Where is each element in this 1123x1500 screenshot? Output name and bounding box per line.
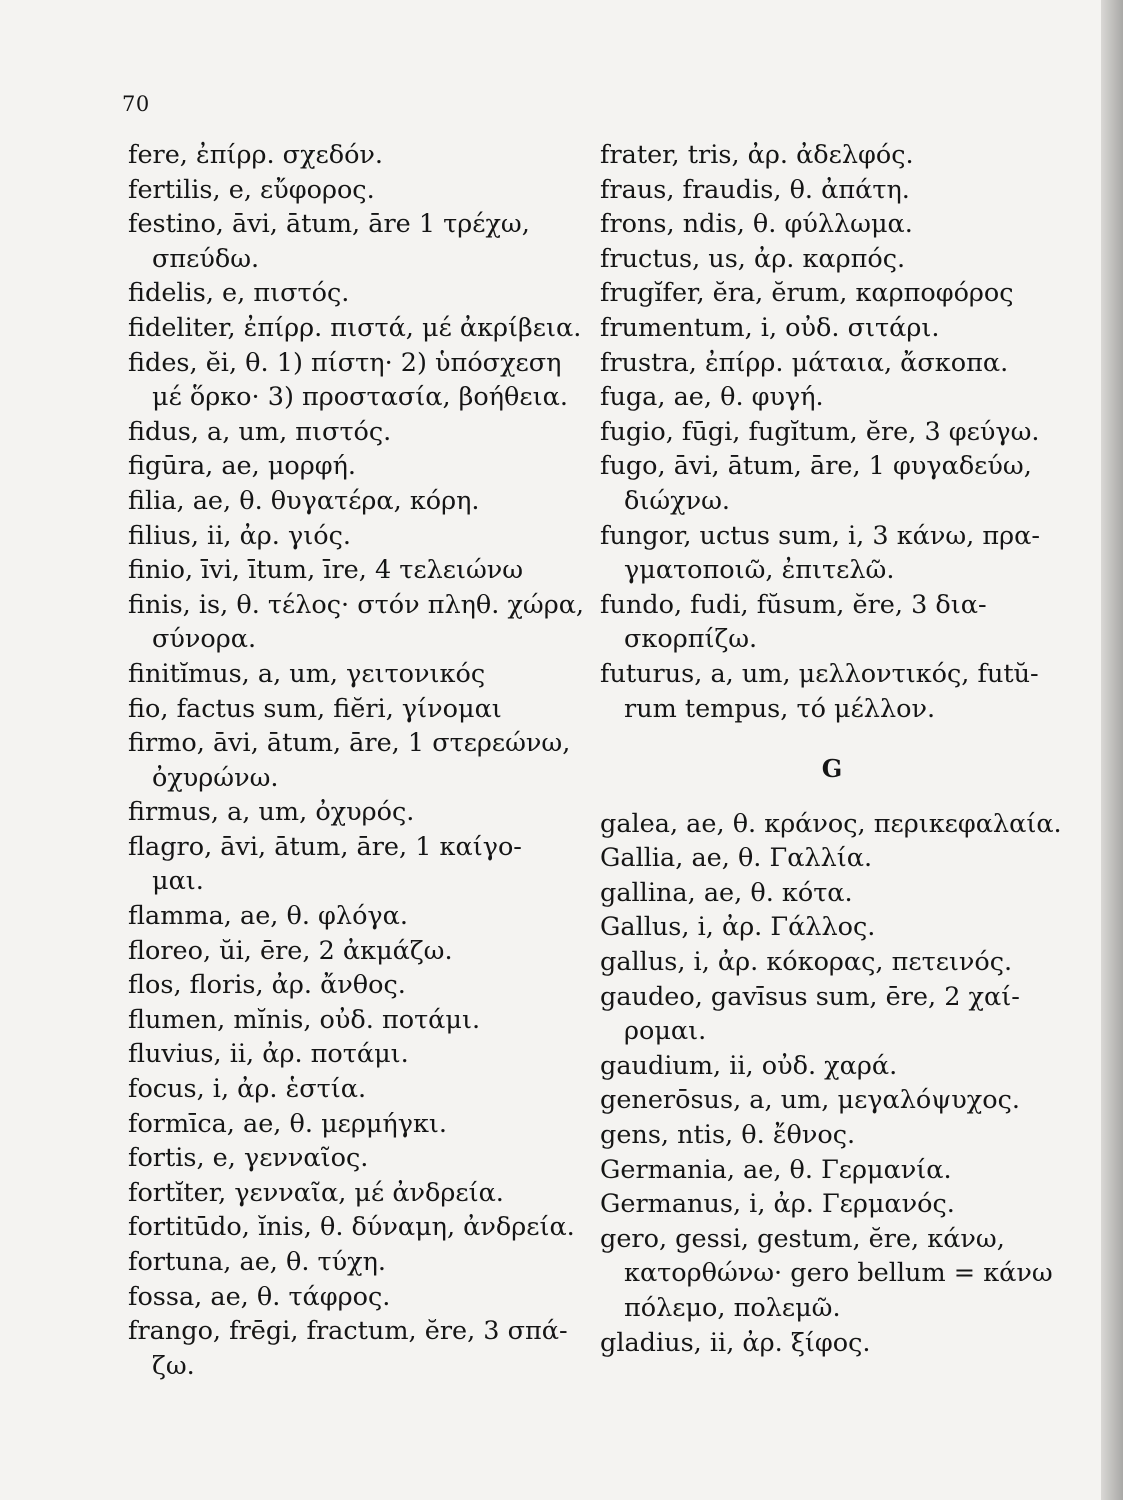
dictionary-entry-line: gallina, ae, θ. κότα. <box>600 877 853 908</box>
f-entries <box>600 138 1100 726</box>
dictionary-entry-line: fuga, ae, θ. φυγή. <box>600 382 824 413</box>
dictionary-entry-line: frango, frēgi, fractum, ĕre, 3 σπά- <box>128 1316 568 1347</box>
dictionary-entry-line: fluvius, ii, ἀρ. ποτάμι. <box>128 1039 409 1070</box>
dictionary-entry-line: futurus, a, um, μελλοντικός, futŭ- <box>600 658 1039 689</box>
dictionary-entry-line: fortuna, ae, θ. τύχη. <box>128 1247 387 1277</box>
entry-continuation-line: κατορθώνω· gero bellum = κάνω <box>624 1258 1053 1289</box>
right-column <box>600 138 1100 1360</box>
dictionary-entry-line: fidelis, e, πιστός. <box>128 278 350 309</box>
entry-continuation-line: ρομαι. <box>624 1016 707 1047</box>
dictionary-entry-line: finio, īvi, ītum, īre, 4 τελειώνω <box>128 555 524 586</box>
entry-continuation-line: μαι. <box>152 866 204 897</box>
dictionary-entry-line: Germanus, i, ἀρ. Γερμανός. <box>600 1189 955 1220</box>
dictionary-entry-line: fidus, a, um, πιστός. <box>128 416 392 447</box>
dictionary-entry-line: fertilis, e, εὔφορος. <box>128 174 375 205</box>
entry-continuation-line: μέ ὅρκο· 3) προστασία, βοήθεια. <box>152 382 568 413</box>
dictionary-entry-line: focus, i, ἀρ. ἑστία. <box>128 1074 367 1105</box>
dictionary-entry-line: finitĭmus, a, um, γειτονικός <box>128 658 486 689</box>
dictionary-entry-line: Germania, ae, θ. Γερμανία. <box>600 1154 952 1185</box>
entry-continuation-line: σύνορα. <box>152 624 257 655</box>
dictionary-entry-line: filia, ae, θ. θυγατέρα, κόρη. <box>128 485 480 516</box>
dictionary-entry-line: fio, factus sum, fiĕri, γίνομαι <box>128 693 502 724</box>
entry-continuation-line: σκορπίζω. <box>624 624 758 655</box>
entry-continuation-line: πόλεμο, πολεμῶ. <box>624 1293 841 1323</box>
dictionary-entry-line: gens, ntis, θ. ἔθνος. <box>600 1120 856 1151</box>
entry-continuation-line: διώχνω. <box>624 485 730 516</box>
dictionary-entry-line: gero, gessi, gestum, ĕre, κάνω, <box>600 1223 1005 1254</box>
g-entries <box>600 807 1100 1361</box>
dictionary-entry-line: fugo, āvi, ātum, āre, 1 φυγαδεύω, <box>600 451 1032 482</box>
dictionary-entry-line: fraus, fraudis, θ. ἀπάτη. <box>600 174 910 205</box>
dictionary-entry-line: generōsus, a, um, μεγαλόψυχος. <box>600 1085 1020 1116</box>
page-edge-shadow <box>1101 0 1123 1500</box>
dictionary-entry-line: finis, is, θ. τέλος· στόν πληθ. χώρα, <box>128 589 585 620</box>
dictionary-entry-line: formīca, ae, θ. μερμήγκι. <box>128 1108 447 1139</box>
section-letter-heading: G <box>821 754 843 784</box>
entry-continuation-line: γματοποιῶ, ἐπιτελῶ. <box>624 555 895 586</box>
dictionary-entry-line: filius, ii, ἀρ. γιός. <box>128 520 351 551</box>
dictionary-entry-line: fundo, fudi, fŭsum, ĕre, 3 δια- <box>600 589 987 620</box>
entry-continuation-line: rum tempus, τό μέλλον. <box>624 693 936 724</box>
dictionary-entry-line: fossa, ae, θ. τάφρος. <box>128 1281 391 1312</box>
dictionary-entry-line: frustra, ἐπίρρ. μάταια, ἄσκοπα. <box>600 347 1009 378</box>
dictionary-entry-line: fortitūdo, ĭnis, θ. δύναμη, ἀνδρεία. <box>128 1212 575 1243</box>
dictionary-entry-line: flagro, āvi, ātum, āre, 1 καίγο- <box>128 831 522 862</box>
dictionary-entry-line: fructus, us, ἀρ. καρπός. <box>600 243 906 274</box>
dictionary-entry-line: Gallia, ae, θ. Γαλλία. <box>600 843 873 874</box>
dictionary-entry-line: fugio, fūgi, fugĭtum, ĕre, 3 φεύγω. <box>600 416 1040 447</box>
dictionary-entry-line: firmus, a, um, ὀχυρός. <box>128 797 415 828</box>
dictionary-entry-line: frons, ndis, θ. φύλλωμα. <box>600 209 913 240</box>
dictionary-entry-line: flumen, mĭnis, οὐδ. ποτάμι. <box>128 1004 481 1035</box>
dictionary-entry-line: galea, ae, θ. κράνος, περικεφαλαία. <box>600 808 1062 839</box>
dictionary-entry-line: frumentum, i, οὐδ. σιτάρι. <box>600 312 940 343</box>
dictionary-entry-line: firmo, āvi, ātum, āre, 1 στερεώνω, <box>128 728 571 759</box>
dictionary-entry-line: fortis, e, γενναῖος. <box>128 1143 369 1174</box>
dictionary-entry-line: fideliter, ἐπίρρ. πιστά, μέ ἀκρίβεια. <box>128 312 582 343</box>
dictionary-entry-line: floreo, ŭi, ēre, 2 ἀκμάζω. <box>128 935 453 966</box>
dictionary-entry-line: figūra, ae, μορφή. <box>128 451 357 482</box>
dictionary-entry-line: flos, floris, ἀρ. ἄνθος. <box>128 970 406 1001</box>
dictionary-entry-line: festino, āvi, ātum, āre 1 τρέχω, <box>128 209 530 240</box>
dictionary-entry-line: fungor, uctus sum, i, 3 κάνω, πρα- <box>600 520 1040 551</box>
dictionary-entry-line: gaudium, ii, οὐδ. χαρά. <box>600 1050 898 1081</box>
dictionary-entry-line: gaudeo, gavīsus sum, ēre, 2 χαί- <box>600 981 1020 1012</box>
dictionary-entry-line: frugĭfer, ĕra, ĕrum, καρποφόρος <box>600 278 1014 309</box>
dictionary-entry-line: fere, ἐπίρρ. σχεδόν. <box>128 140 384 170</box>
left-column <box>128 138 613 1383</box>
dictionary-entry-line: frater, tris, ἀρ. ἀδελφός. <box>600 140 914 170</box>
entry-continuation-line: ζω. <box>152 1350 195 1381</box>
dictionary-entry-line: gallus, i, ἀρ. κόκορας, πετεινός. <box>600 947 1013 978</box>
dictionary-entry-line: fortĭter, γενναῖα, μέ ἀνδρεία. <box>128 1177 504 1208</box>
dictionary-entry-line: flamma, ae, θ. φλόγα. <box>128 901 408 932</box>
page-number: 70 <box>122 92 150 116</box>
entry-continuation-line: ὀχυρώνω. <box>152 762 279 793</box>
dictionary-entry-line: gladius, ii, ἀρ. ξίφος. <box>600 1327 871 1358</box>
entry-continuation-line: σπεύδω. <box>152 243 260 274</box>
dictionary-entry-line: fides, ĕi, θ. 1) πίστη· 2) ὑπόσχεση <box>128 347 562 378</box>
dictionary-entry-line: Gallus, i, ἀρ. Γάλλος. <box>600 912 876 943</box>
